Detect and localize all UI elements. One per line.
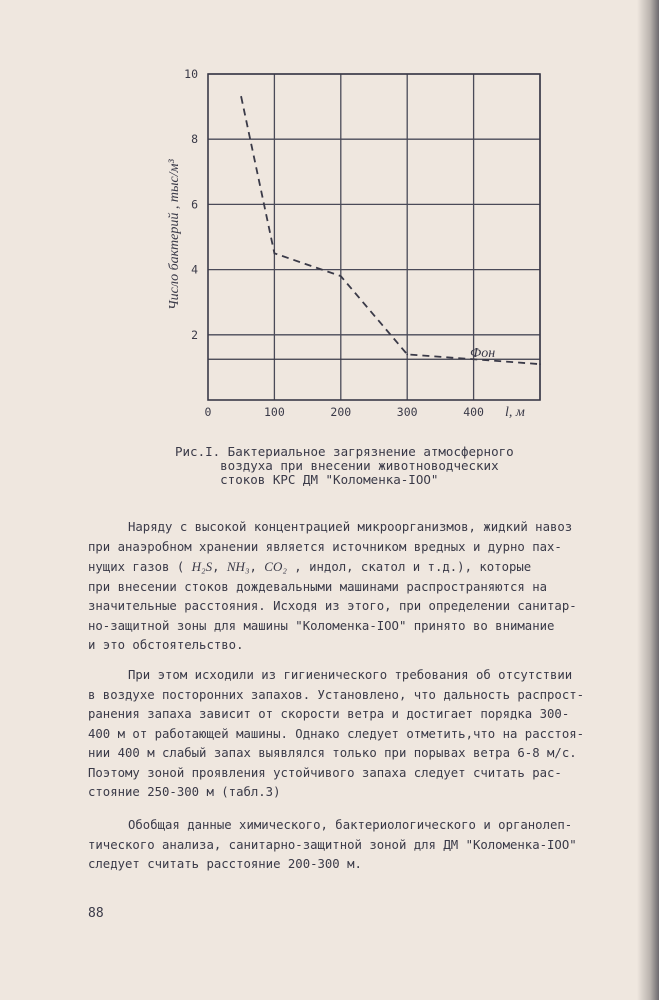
data-point: [406, 353, 408, 355]
y-tick-label: 6: [191, 197, 198, 212]
text-line: значительные расстояния. Исходя из этого, при определении санитар-: [88, 599, 577, 613]
text-line: При этом исходили из гигиенического требования об отсутствии: [128, 668, 573, 682]
text-line: в воздухе посторонних запахов. Установлено, что дальность распрост-: [88, 687, 585, 702]
chart-series: [208, 96, 541, 365]
bacteria-chart: [150, 60, 570, 430]
text-line: и это обстоятельство.: [88, 638, 244, 652]
y-tick-label: 4: [191, 262, 198, 277]
text-fragment: , индол, скатол и т.д.), которые: [294, 560, 532, 574]
gas-formula-co2: CO₂: [264, 559, 287, 574]
text-line: ранения запаха зависит от скорости ветра и достигает порядка 300-: [88, 707, 570, 721]
text-line: 400 м от работающей машины. Однако следует отметить,что на расстоя-: [88, 726, 585, 741]
x-tick-label: 0: [204, 405, 212, 419]
text-line: Поэтому зоной проявления устойчивого запаха следует считать рас-: [88, 765, 562, 780]
chart-ticks: [184, 67, 484, 419]
data-point: [274, 252, 276, 254]
text-line: при внесении стоков дождевальными машинами распространяются на: [88, 579, 548, 594]
data-point: [539, 363, 541, 365]
x-tick-label: 200: [330, 405, 352, 419]
x-tick-label: 400: [463, 405, 484, 419]
page-number: 88: [88, 906, 104, 921]
text-line: но-защитной зоны для машины "Коломенка-IOO" принято во внимание: [88, 618, 555, 633]
gas-formula-nh3: NH₃: [226, 559, 250, 574]
text-line: Наряду с высокой концентрацией микроорганизмов, жидкий навоз: [128, 520, 573, 534]
background-level-label: Фон: [470, 346, 496, 361]
text-line: при анаэробном хранении является источником вредных и дурно пах-: [88, 539, 562, 554]
text-fragment: нущих газов (: [88, 560, 185, 574]
text-line: тического анализа, санитарно-защитной зоной для ДМ "Коломенка-IOO": [88, 837, 577, 852]
y-tick-label: 8: [191, 132, 198, 147]
x-tick-label: 100: [264, 405, 285, 419]
text-line: нии 400 м слабый запах выявлялся только при порывах ветра 6-8 м/с.: [88, 746, 577, 760]
y-axis-label: Число бактерий , тыс/м³: [167, 159, 182, 310]
x-tick-label: 300: [396, 405, 418, 419]
text-line: стояние 250-300 м (табл.3): [88, 785, 281, 799]
figure-caption: Рис.I. Бактериальное загрязнение атмосферного воздуха при внесении животноводческих стоков КРС ДМ "Коломенка-IOO": [175, 444, 514, 487]
y-tick-label: 10: [184, 67, 198, 81]
series-line-bacteria: [241, 97, 540, 364]
data-point: [240, 96, 242, 98]
text-line: Обобщая данные химического, бактериологического и органолеп-: [128, 818, 573, 832]
text-line-gases: нущих газов ( H₂S, NH₃, CO₂ , индол, скатол и т.д.), которые: [88, 559, 532, 574]
paragraph-1: [88, 518, 648, 656]
text-line: следует считать расстояние 200-300 м.: [88, 857, 362, 871]
data-point: [340, 275, 342, 277]
y-tick-label: 2: [191, 327, 198, 342]
x-axis-label: l, м: [505, 405, 525, 420]
paragraph-2: [88, 666, 648, 803]
gas-formula-h2s: H₂S: [191, 559, 213, 574]
paragraph-3: [88, 816, 648, 875]
